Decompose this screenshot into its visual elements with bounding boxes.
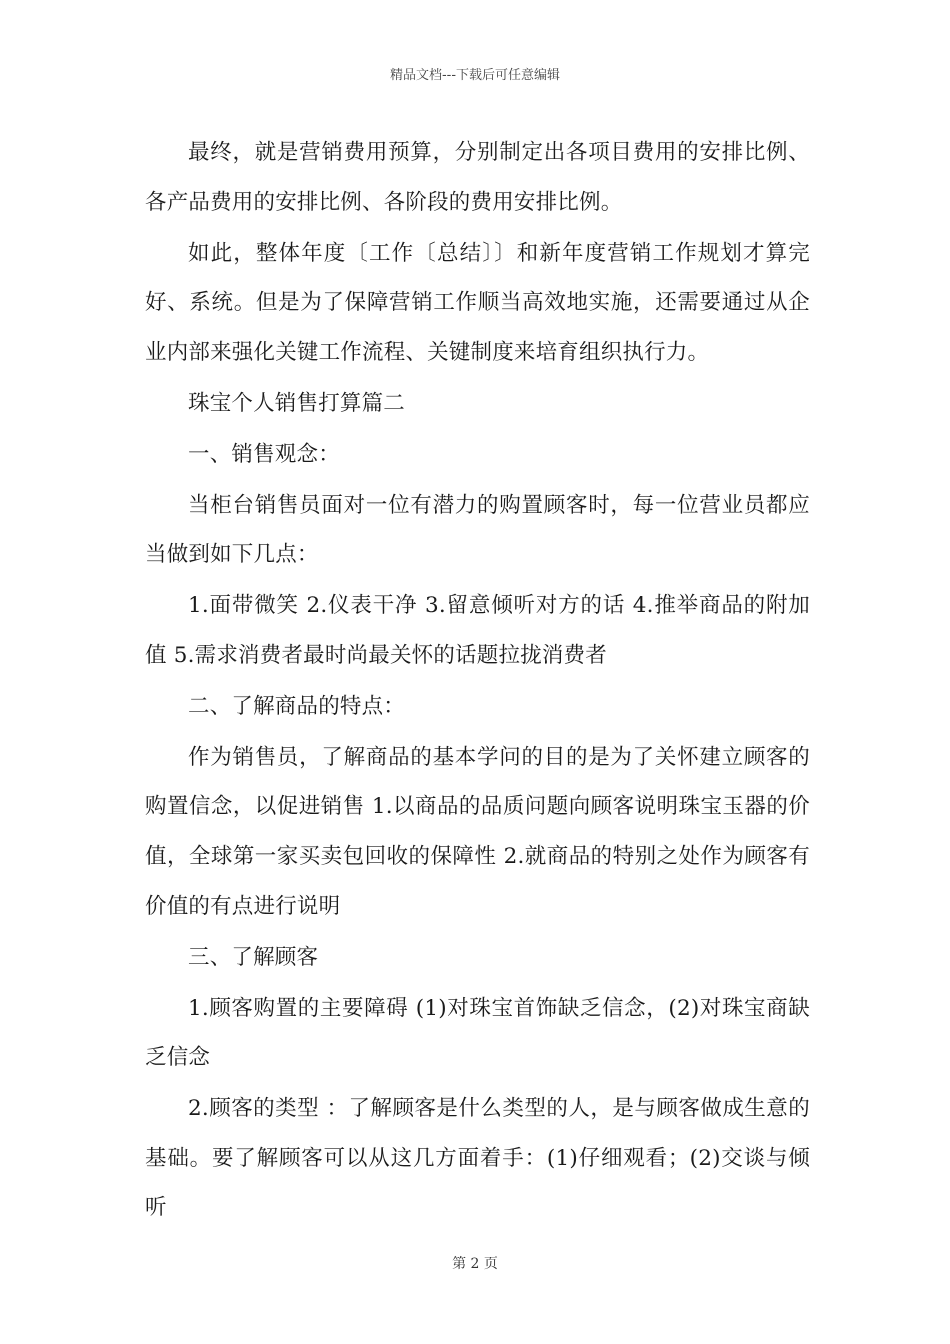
heading-know-customers: 三、了解顾客	[188, 944, 319, 970]
paragraph-budget: 最终，就是营销费用预算，分别制定出各项目费用的安排比例、各产品费用的安排比例、各阶段的费用安排比例。	[145, 140, 810, 215]
paragraph-product-features: 作为销售员，了解商品的基本学问的目的是为了关怀建立顾客的购置信念，以促进销售 1.以商品的品质问题向顾客说明珠宝玉器的价值，全球第一家买卖包回收的保障性 2.就商品的特别之处作为顾客有价值的有点进行说明	[145, 744, 810, 919]
paragraph-sales-concept: 当柜台销售员面对一位有潜力的购置顾客时，每一位营业员都应当做到如下几点：	[145, 492, 810, 568]
paragraph-plan-summary: 如此，整体年度〔工作〔总结〕〕和新年度营销工作规划才算完好、系统。但是为了保障营销工作顺当高效地实施，还需要通过从企业内部来强化关键工作流程、关键制度来培育组织执行力。	[145, 240, 810, 365]
paragraph-sales-points: 1.面带微笑 2.仪表干净 3.留意倾听对方的话 4.推举商品的附加值 5.需求消费者最时尚最关怀的话题拉拢消费者	[145, 593, 810, 668]
paragraph-purchase-obstacles: 1.顾客购置的主要障碍 (1)对珠宝首饰缺乏信念，(2)对珠宝商缺乏信念	[145, 995, 810, 1071]
document-body	[145, 128, 810, 1234]
paragraph-customer-types: 2.顾客的类型 ：了解顾客是什么类型的人，是与顾客做成生意的基础。要了解顾客可以从这几方面着手：(1)仔细观看；(2)交谈与倾听	[145, 1096, 810, 1221]
page-header: 精品文档---下载后可任意编辑	[389, 68, 561, 83]
heading-product-features: 二、了解商品的特点：	[188, 693, 406, 719]
page-number: 第 2 页	[452, 1256, 498, 1272]
section-title: 珠宝个人销售打算篇二	[188, 390, 406, 416]
heading-sales-concept: 一、销售观念：	[188, 441, 340, 467]
